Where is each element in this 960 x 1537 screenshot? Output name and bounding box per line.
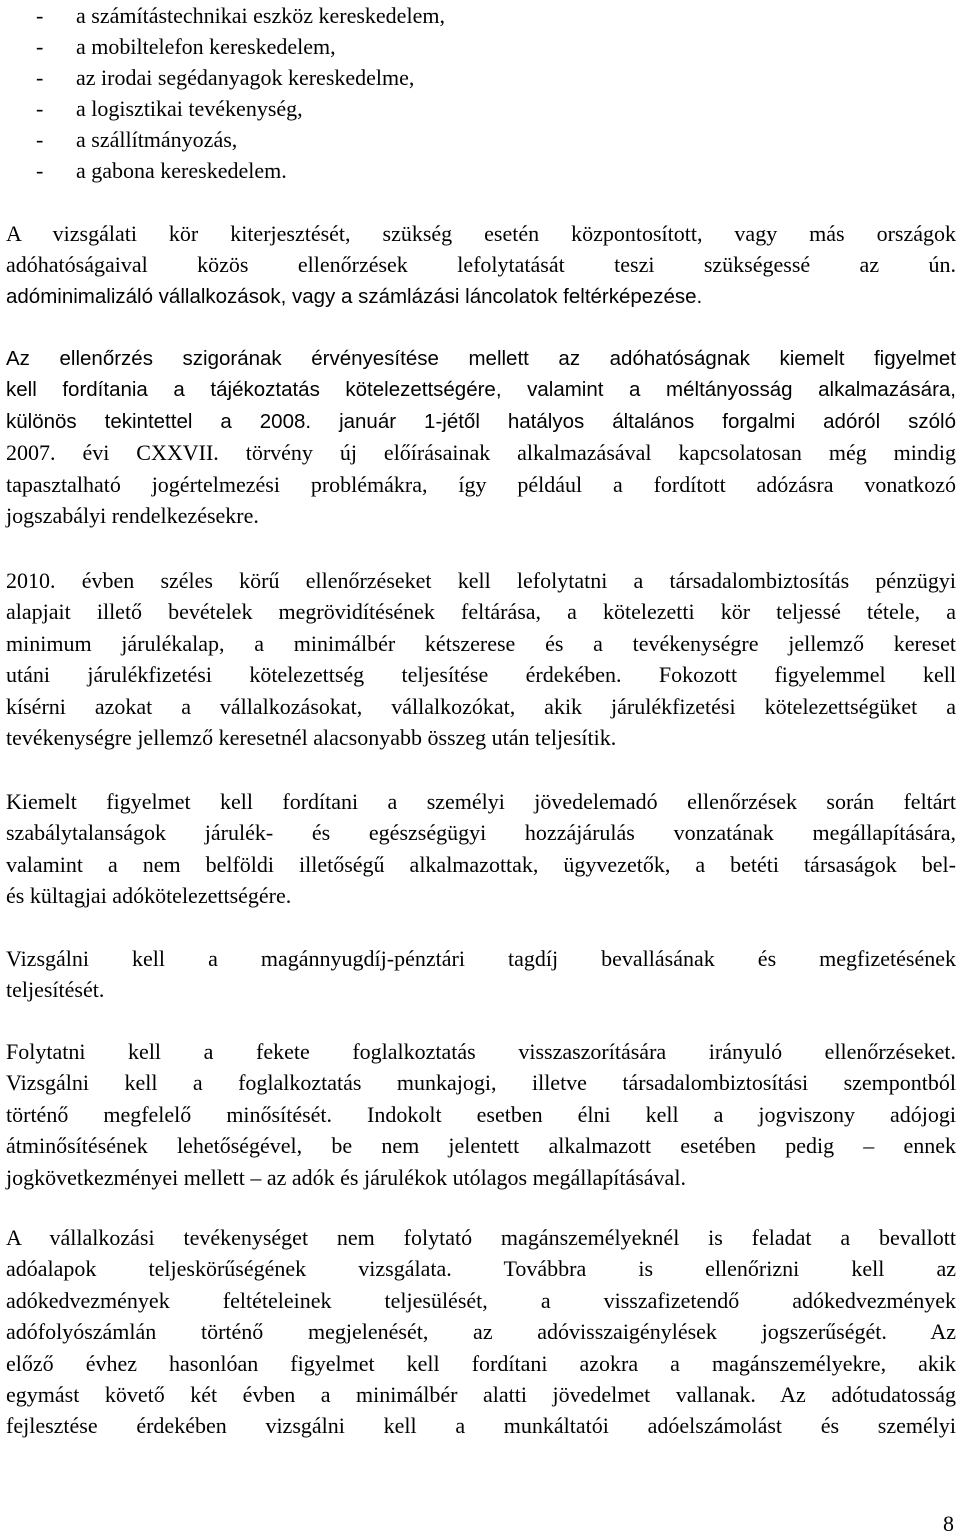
paragraph-line: Folytatni kell a fekete foglalkoztatás visszaszorítására irányuló ellenőrzéseket.: [6, 1039, 956, 1064]
paragraph-line: adóalapok teljeskörűségének vizsgálata. Továbbra is ellenőrizni kell az: [6, 1256, 956, 1282]
list-bullet: -: [36, 96, 44, 121]
paragraph-line: tapasztalható jogértelmezési problémákra, így például a fordított adózásra vonatkozó: [6, 471, 956, 497]
list-item-text: a szállítmányozás,: [76, 127, 238, 152]
paragraph-line: adóminimalizáló vállalkozások, vagy a számlázási láncolatok feltérképezése.: [6, 284, 703, 308]
document-page: [6, 0, 956, 1439]
list-bullet: -: [36, 65, 44, 90]
paragraph-line: kell fordítania a tájékoztatás kötelezettségére, valamint a méltányosság alkalmazására,: [6, 378, 956, 402]
paragraph-line: adóhatóságaival közös ellenőrzések lefolytatását teszi szükségessé az ún.: [6, 252, 956, 278]
paragraph-line: jogkövetkezményei mellett – az adók és járulékok utólagos megállapításával.: [6, 1164, 686, 1190]
list-item-text: a gabona kereskedelem.: [76, 158, 287, 183]
list-item: [6, 31, 956, 62]
paragraph-line: A vizsgálati kör kiterjesztését, szükség esetén központosított, vagy más országok: [6, 221, 956, 246]
list-item-text: az irodai segédanyagok kereskedelme,: [76, 65, 415, 90]
paragraph-line: szabálytalanságok járulék- és egészségügyi hozzájárulás vonzatának megállapítására,: [6, 820, 956, 846]
paragraph-line: teljesítését.: [6, 977, 105, 1003]
list-item: [6, 124, 956, 155]
paragraph-private-individuals: [6, 1222, 956, 1442]
paragraph-line: 2010. évben széles körű ellenőrzéseket kell lefolytatni a társadalombiztosítás pénzügyi: [6, 568, 956, 593]
list-item-text: a mobiltelefon kereskedelem,: [76, 34, 336, 59]
paragraph-line: kísérni azokat a vállalkozásokat, vállalkozókat, akik járulékfizetési kötelezettségüket a: [6, 693, 956, 719]
list-item: [6, 62, 956, 93]
paragraph-line: 2007. évi CXXVII. törvény új előírásainak alkalmazásával kapcsolatosan még mindig: [6, 440, 956, 466]
list-item: [6, 93, 956, 124]
list-bullet: -: [36, 127, 44, 152]
paragraph-line: jogszabályi rendelkezésekre.: [6, 502, 259, 528]
paragraph-line: Vizsgálni kell a magánnyugdíj-pénztári tagdíj bevallásának és megfizetésének: [6, 946, 956, 971]
paragraph-line: A vállalkozási tevékenységet nem folytató magánszemélyeknél is feladat a bevallott: [6, 1225, 956, 1250]
paragraph-line: különös tekintettel a 2008. január 1-jétől hatályos általános forgalmi adóról szóló: [6, 409, 956, 433]
paragraph-line: és kültagjai adókötelezettségére.: [6, 883, 292, 909]
paragraph-social-security: [6, 565, 956, 753]
bullet-list: [6, 0, 956, 186]
list-bullet: -: [36, 34, 44, 59]
list-item: [6, 0, 956, 31]
paragraph-line: utáni járulékfizetési kötelezettség teljesítése érdekében. Fokozott figyelemmel kell: [6, 662, 956, 688]
paragraph-line: adókedvezmények feltételeinek teljesülését, a visszafizetendő adókedvezmények: [6, 1287, 956, 1313]
paragraph-pension-fund: [6, 943, 956, 1006]
paragraph-black-employment: [6, 1036, 956, 1193]
list-bullet: -: [36, 158, 44, 183]
paragraph-line: Vizsgálni kell a foglalkoztatás munkajogi, illetve társadalombiztosítási szempontból: [6, 1070, 956, 1096]
paragraph-line: Az ellenőrzés szigorának érvényesítése mellett az adóhatóságnak kiemelt figyelmet: [6, 347, 956, 370]
paragraph-line: tevékenységre jellemző keresetnél alacsonyabb összeg után teljesítik.: [6, 724, 617, 750]
paragraph-line: alapjait illető bevételek megrövidítésének feltárása, a kötelezetti kör teljessé tétele, a: [6, 599, 956, 625]
paragraph-line: átminősítésének lehetőségével, be nem jelentett alkalmazott esetében pedig – ennek: [6, 1133, 956, 1159]
paragraph-investigation-scope: [6, 218, 956, 312]
paragraph-line: előző évhez hasonlóan figyelmet kell fordítani azokra a magánszemélyekre, akik: [6, 1350, 956, 1376]
paragraph-line: Kiemelt figyelmet kell fordítani a személyi jövedelemadó ellenőrzések során feltárt: [6, 789, 956, 814]
list-item-text: a számítástechnikai eszköz kereskedelem,: [76, 3, 445, 28]
paragraph-income-tax: [6, 786, 956, 912]
list-item: [6, 155, 956, 186]
paragraph-line: egymást követő két évben a minimálbér alatti jövedelmet vallanak. Az adótudatosság: [6, 1381, 956, 1407]
list-bullet: -: [36, 3, 44, 28]
paragraph-enforcement: [6, 343, 956, 531]
paragraph-line: valamint a nem belföldi illetőségű alkalmazottak, ügyvezetők, a betéti társaságok bel-: [6, 851, 956, 877]
list-item-text: a logisztikai tevékenység,: [76, 96, 303, 121]
paragraph-line: adófolyószámlán történő megjelenését, az adóvisszaigénylések jogszerűségét. Az: [6, 1319, 956, 1345]
paragraph-line: történő megfelelő minősítését. Indokolt esetben élni kell a jogviszony adójogi: [6, 1101, 956, 1127]
paragraph-line: minimum járulékalap, a minimálbér kétszerese és a tevékenységre jellemző kereset: [6, 630, 956, 656]
paragraph-line: fejlesztése érdekében vizsgálni kell a munkáltatói adóelszámolást és személyi: [6, 1413, 956, 1439]
page-number: 8: [943, 1511, 954, 1536]
